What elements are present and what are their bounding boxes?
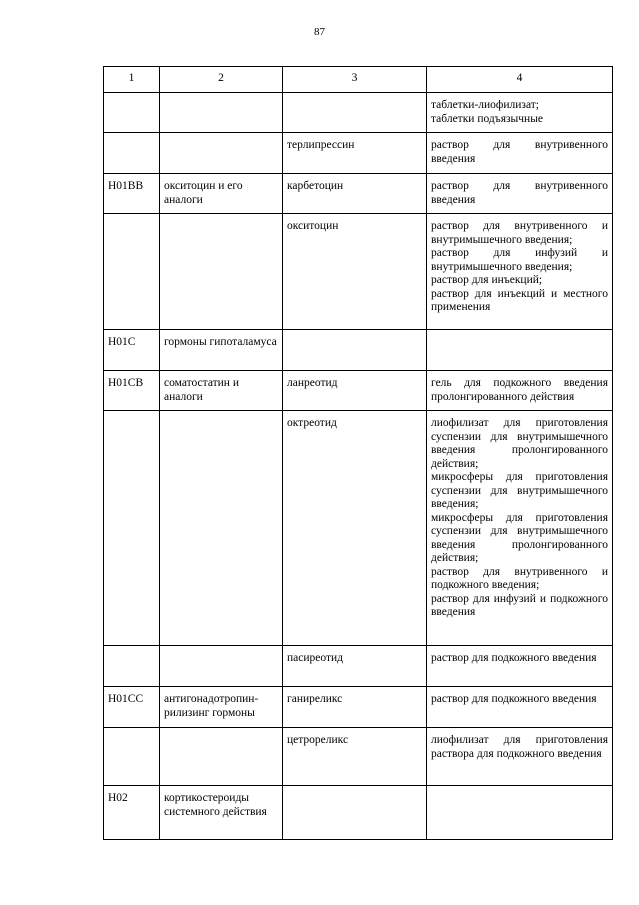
form-item: таблетки-лиофилизат;: [431, 99, 539, 111]
form-item: таблетки подъязычные: [431, 112, 544, 125]
page-number: 87: [314, 26, 325, 38]
drug-cell: карбетоцин: [283, 174, 427, 214]
drug-cell: октреотид: [283, 411, 427, 646]
drug-cell: терлипрессин: [283, 133, 427, 174]
table-row: [104, 411, 613, 646]
form-item: лиофилизат для приготовления раствора для подкожного введения: [431, 734, 608, 760]
table-row: [104, 687, 613, 728]
drug-cell: окситоцин: [283, 214, 427, 330]
code-cell: [104, 214, 160, 330]
form-item: микросферы для приготовления суспензии для внутримышечного введения пролонгированного действия;: [431, 511, 608, 564]
table-row: [104, 371, 613, 411]
forms-cell: [427, 411, 613, 646]
table-row: [104, 133, 613, 174]
code-cell: [104, 411, 160, 646]
form-item: раствор для подкожного введения: [431, 693, 597, 705]
group-cell: [160, 411, 283, 646]
group-cell: окситоцин и его аналоги: [160, 174, 283, 214]
form-item: гель для подкожного введения пролонгированного действия: [431, 377, 608, 403]
forms-cell: [427, 174, 613, 214]
form-item: раствор для инъекций;: [431, 274, 543, 286]
code-cell: H01CC: [104, 687, 160, 728]
form-item: лиофилизат для приготовления суспензии для внутримышечного введения пролонгированного действия;: [431, 417, 608, 470]
group-cell: [160, 646, 283, 687]
header-cell: 4: [427, 67, 613, 93]
drug-cell: [283, 93, 427, 133]
drug-list-table: [103, 66, 613, 840]
code-cell: [104, 93, 160, 133]
forms-cell: [427, 330, 613, 371]
form-item: раствор для инфузий и внутримышечного введения;: [431, 247, 608, 273]
table-row: [104, 93, 613, 133]
form-item: раствор для инфузий и подкожного введения: [431, 592, 608, 618]
forms-cell: [427, 214, 613, 330]
group-cell: антигонадотропин-рилизинг гормоны: [160, 687, 283, 728]
drug-cell: [283, 330, 427, 371]
group-cell: [160, 93, 283, 133]
form-item: раствор для внутривенного и внутримышечного введения;: [431, 220, 608, 246]
form-item: раствор для подкожного введения: [431, 652, 597, 664]
code-cell: H02: [104, 786, 160, 840]
group-cell: гормоны гипоталамуса: [160, 330, 283, 371]
form-item: раствор для инъекций и местного применения: [431, 287, 608, 313]
code-cell: [104, 728, 160, 786]
table-row: [104, 214, 613, 330]
code-cell: H01C: [104, 330, 160, 371]
drug-cell: ланреотид: [283, 371, 427, 411]
drug-cell: пасиреотид: [283, 646, 427, 687]
form-item: раствор для внутривенного введения: [431, 139, 608, 165]
group-cell: [160, 214, 283, 330]
table-header-row: [104, 67, 613, 93]
group-cell: кортикостероиды системного действия: [160, 786, 283, 840]
group-cell: [160, 728, 283, 786]
forms-cell: [427, 93, 613, 133]
table-row: [104, 728, 613, 786]
group-cell: [160, 133, 283, 174]
table-row: [104, 174, 613, 214]
forms-cell: [427, 728, 613, 786]
header-cell: 3: [283, 67, 427, 93]
forms-cell: [427, 786, 613, 840]
table-row: [104, 330, 613, 371]
code-cell: H01CB: [104, 371, 160, 411]
code-cell: [104, 133, 160, 174]
code-cell: [104, 646, 160, 687]
forms-cell: [427, 687, 613, 728]
group-cell: соматостатин и аналоги: [160, 371, 283, 411]
drug-cell: [283, 786, 427, 840]
forms-cell: [427, 371, 613, 411]
header-cell: 2: [160, 67, 283, 93]
table-row: [104, 646, 613, 687]
code-cell: H01BB: [104, 174, 160, 214]
header-cell: 1: [104, 67, 160, 93]
forms-cell: [427, 133, 613, 174]
drug-cell: ганиреликс: [283, 687, 427, 728]
form-item: раствор для внутривенного и подкожного введения;: [431, 565, 608, 591]
form-item: микросферы для приготовления суспензии для внутримышечного введения;: [431, 471, 608, 510]
forms-cell: [427, 646, 613, 687]
form-item: раствор для внутривенного введения: [431, 180, 608, 206]
table-row: [104, 786, 613, 840]
drug-cell: цетрореликс: [283, 728, 427, 786]
